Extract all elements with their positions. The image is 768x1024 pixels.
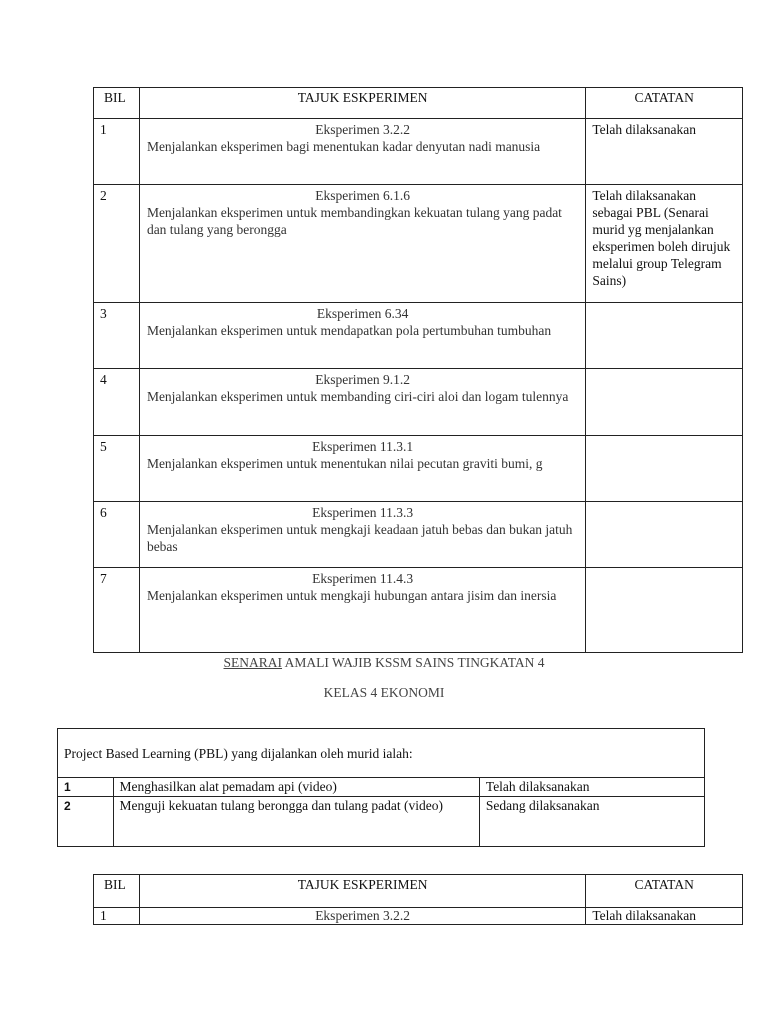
catatan-cell: [586, 436, 743, 502]
row-number: 6: [94, 502, 140, 568]
experiment-description: Menjalankan eksperimen untuk menentukan nilai pecutan graviti bumi, g: [146, 456, 543, 471]
experiment-cell: [139, 568, 585, 653]
experiment-title: Eksperimen 11.3.1: [312, 439, 414, 454]
table-row: [94, 303, 743, 369]
experiment-description: Menjalankan eksperimen untuk membandingkan kekuatan tulang yang padat dan tulang yang berongga: [146, 205, 562, 237]
experiment-description: Menjalankan eksperimen untuk mendapatkan pola pertumbuhan tumbuhan: [146, 323, 552, 338]
catatan-cell: Telah dilaksanakan: [586, 119, 743, 185]
experiment-title: Eksperimen 11.3.3: [312, 505, 414, 520]
pbl-table: [57, 728, 705, 847]
header-catatan: CATATAN: [586, 88, 743, 119]
experiment-title: Eksperimen 9.1.2: [315, 372, 411, 387]
caption-underlined-word: SENARAI: [223, 655, 283, 670]
experiment-table-continued: [93, 874, 743, 925]
experiment-table: [93, 87, 743, 653]
row-number: 2: [94, 185, 140, 303]
table-row: [94, 568, 743, 653]
experiment-cell: [139, 502, 585, 568]
catatan-cell: [586, 502, 743, 568]
table-row: [94, 119, 743, 185]
catatan-cell: [586, 568, 743, 653]
row-number: 3: [94, 303, 140, 369]
table-header-row: [94, 88, 743, 119]
row-number: 7: [94, 568, 140, 653]
catatan-cell: [586, 369, 743, 436]
row-number: 1: [94, 119, 140, 185]
table-header-row: [94, 875, 743, 908]
pbl-status: Sedang dilaksanakan: [479, 797, 704, 847]
table-row: [94, 369, 743, 436]
pbl-intro-row: [58, 729, 705, 778]
header-bil: BIL: [94, 875, 140, 908]
caption-rest: AMALI WAJIB KSSM SAINS TINGKATAN 4: [282, 655, 545, 670]
experiment-cell: [139, 436, 585, 502]
experiment-description: Menjalankan eksperimen untuk mengkaji hubungan antara jisim dan inersia: [146, 588, 557, 603]
experiment-title: Eksperimen 3.2.2: [315, 122, 411, 137]
experiment-title: Eksperimen 6.34: [316, 306, 409, 321]
experiment-title: Eksperimen 11.4.3: [312, 571, 414, 586]
table-row: [94, 185, 743, 303]
experiment-description: Menjalankan eksperimen untuk mengkaji keadaan jatuh bebas dan bukan jatuh bebas: [146, 522, 573, 554]
pbl-number: 1: [58, 778, 114, 797]
row-number: 4: [94, 369, 140, 436]
experiment-title: Eksperimen 6.1.6: [315, 188, 411, 203]
pbl-item: Menghasilkan alat pemadam api (video): [113, 778, 479, 797]
row-number: 5: [94, 436, 140, 502]
row-number: 1: [94, 908, 140, 925]
class-label: KELAS 4 EKONOMI: [323, 685, 445, 700]
table-row: [94, 502, 743, 568]
document-caption: [0, 655, 768, 671]
pbl-row: [58, 778, 705, 797]
header-bil: BIL: [94, 88, 140, 119]
experiment-description: Menjalankan eksperimen untuk membanding ciri-ciri aloi dan logam tulennya: [146, 389, 569, 404]
experiment-cell: [139, 185, 585, 303]
catatan-cell: Telah dilaksanakan: [586, 908, 743, 925]
table-row: [94, 436, 743, 502]
experiment-cell: [139, 303, 585, 369]
experiment-cell: [139, 119, 585, 185]
header-tajuk: TAJUK ESKPERIMEN: [139, 875, 585, 908]
catatan-cell: Telah dilaksanakan sebagai PBL (Senarai murid yg menjalankan eksperimen boleh dirujuk melalui group Telegram Sains): [586, 185, 743, 303]
experiment-title: Eksperimen 3.2.2: [139, 908, 585, 925]
experiment-description: Menjalankan eksperimen bagi menentukan kadar denyutan nadi manusia: [146, 139, 541, 154]
header-tajuk: TAJUK ESKPERIMEN: [139, 88, 585, 119]
catatan-cell: [586, 303, 743, 369]
header-catatan: CATATAN: [586, 875, 743, 908]
pbl-number: 2: [58, 797, 114, 847]
table-row: [94, 908, 743, 925]
experiment-cell: [139, 369, 585, 436]
pbl-intro: Project Based Learning (PBL) yang dijalankan oleh murid ialah:: [58, 729, 705, 778]
pbl-status: Telah dilaksanakan: [479, 778, 704, 797]
pbl-row: [58, 797, 705, 847]
pbl-item: Menguji kekuatan tulang berongga dan tulang padat (video): [113, 797, 479, 847]
